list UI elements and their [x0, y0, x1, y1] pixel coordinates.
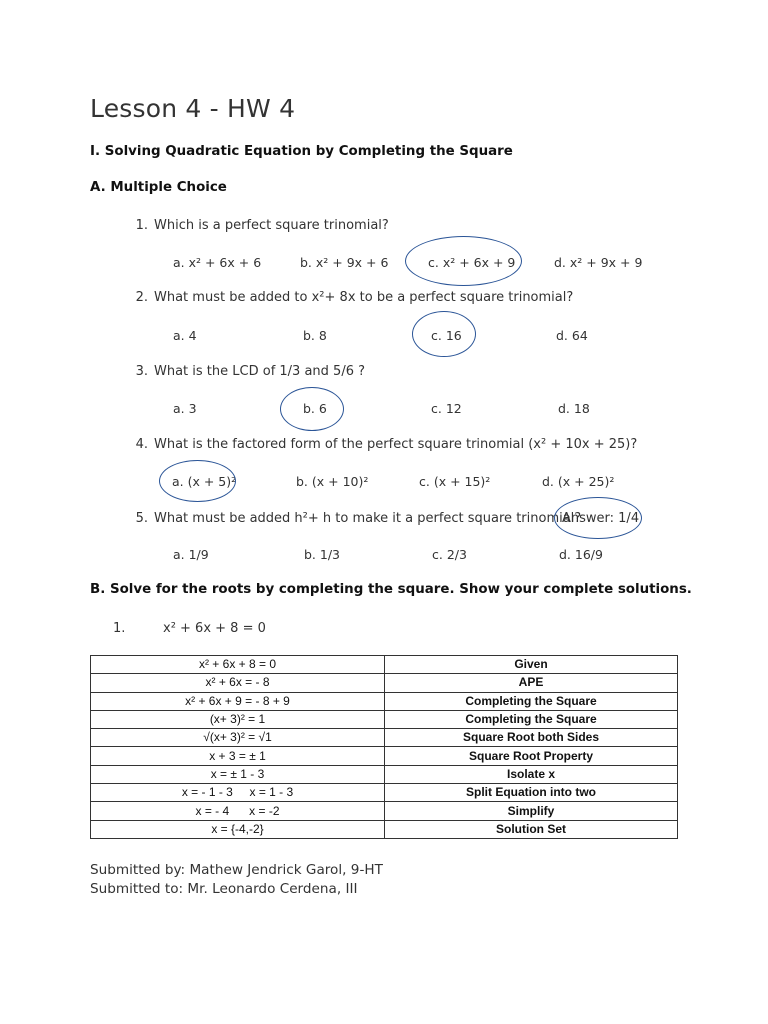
question-number: 4. [135, 437, 148, 452]
question-text: What must be added h²+ h to make it a perfect square trinomial? [154, 511, 582, 526]
step-cell: x = - 1 - 3 x = 1 - 3 [91, 784, 385, 802]
problem-equation: x² + 6x + 8 = 0 [163, 621, 266, 636]
reason-cell: Isolate x [385, 765, 678, 783]
option-1d: d. x² + 9x + 9 [554, 255, 643, 270]
question-number: 2. [135, 290, 148, 305]
option-5a: a. 1/9 [173, 547, 209, 562]
option-3d: d. 18 [558, 401, 590, 416]
reason-cell: Solution Set [385, 820, 678, 838]
answer-circle [405, 236, 522, 286]
question-number: 5. [135, 511, 148, 526]
step-cell: √(x+ 3)² = √1 [91, 729, 385, 747]
question-number: 3. [135, 364, 148, 379]
table-row [91, 692, 678, 710]
reason-cell: Completing the Square [385, 692, 678, 710]
table-row [91, 765, 678, 783]
option-5b: b. 1/3 [304, 547, 340, 562]
option-2d: d. 64 [556, 328, 588, 343]
solution-table [90, 655, 678, 839]
table-row [91, 710, 678, 728]
option-5d: d. 16/9 [559, 547, 603, 562]
reason-cell: Given [385, 656, 678, 674]
table-row [91, 656, 678, 674]
answer-circle [280, 387, 344, 431]
option-4c: c. (x + 15)² [419, 474, 491, 489]
table-row [91, 729, 678, 747]
table-row [91, 674, 678, 692]
step-cell: x = ± 1 - 3 [91, 765, 385, 783]
option-2a: a. 4 [173, 328, 197, 343]
submitted-by: Submitted by: Mathew Jendrick Garol, 9-HT [90, 862, 383, 878]
submitted-to: Submitted to: Mr. Leonardo Cerdena, III [90, 881, 358, 897]
option-4a: a. (x + 5)² [172, 474, 237, 489]
option-3a: a. 3 [173, 401, 197, 416]
option-2c: c. 16 [431, 328, 462, 343]
reason-cell: APE [385, 674, 678, 692]
part-b-heading: B. Solve for the roots by completing the square. Show your complete solutions. [90, 582, 692, 597]
answer-text: Answer: 1/4 [562, 511, 640, 526]
part-a-heading: A. Multiple Choice [90, 180, 227, 195]
table-row [91, 747, 678, 765]
step-cell: x² + 6x + 9 = - 8 + 9 [91, 692, 385, 710]
option-3b: b. 6 [303, 401, 327, 416]
answer-circle [412, 311, 476, 357]
option-1b: b. x² + 9x + 6 [300, 255, 389, 270]
section-heading: I. Solving Quadratic Equation by Completing the Square [90, 144, 513, 159]
reason-cell: Split Equation into two [385, 784, 678, 802]
reason-cell: Square Root Property [385, 747, 678, 765]
step-cell: (x+ 3)² = 1 [91, 710, 385, 728]
option-1a: a. x² + 6x + 6 [173, 255, 262, 270]
answer-circle [554, 497, 642, 539]
question-text: What must be added to x²+ 8x to be a perfect square trinomial? [154, 290, 574, 305]
step-cell: x = - 4 x = -2 [91, 802, 385, 820]
option-2b: b. 8 [303, 328, 327, 343]
reason-cell: Completing the Square [385, 710, 678, 728]
step-cell: x² + 6x = - 8 [91, 674, 385, 692]
question-number: 1. [135, 218, 148, 233]
reason-cell: Simplify [385, 802, 678, 820]
question-text: What is the factored form of the perfect square trinomial (x² + 10x + 25)? [154, 437, 638, 452]
problem-number: 1. [113, 621, 126, 636]
option-3c: c. 12 [431, 401, 462, 416]
table-row [91, 820, 678, 838]
answer-circle [159, 460, 236, 502]
table-row [91, 784, 678, 802]
step-cell: x = {-4,-2} [91, 820, 385, 838]
question-text: Which is a perfect square trinomial? [154, 218, 389, 233]
reason-cell: Square Root both Sides [385, 729, 678, 747]
option-5c: c. 2/3 [432, 547, 467, 562]
table-row [91, 802, 678, 820]
step-cell: x² + 6x + 8 = 0 [91, 656, 385, 674]
page-title: Lesson 4 - HW 4 [90, 94, 296, 123]
option-1c: c. x² + 6x + 9 [428, 255, 516, 270]
question-text: What is the LCD of 1/3 and 5/6 ? [154, 364, 365, 379]
step-cell: x + 3 = ± 1 [91, 747, 385, 765]
option-4b: b. (x + 10)² [296, 474, 369, 489]
option-4d: d. (x + 25)² [542, 474, 615, 489]
